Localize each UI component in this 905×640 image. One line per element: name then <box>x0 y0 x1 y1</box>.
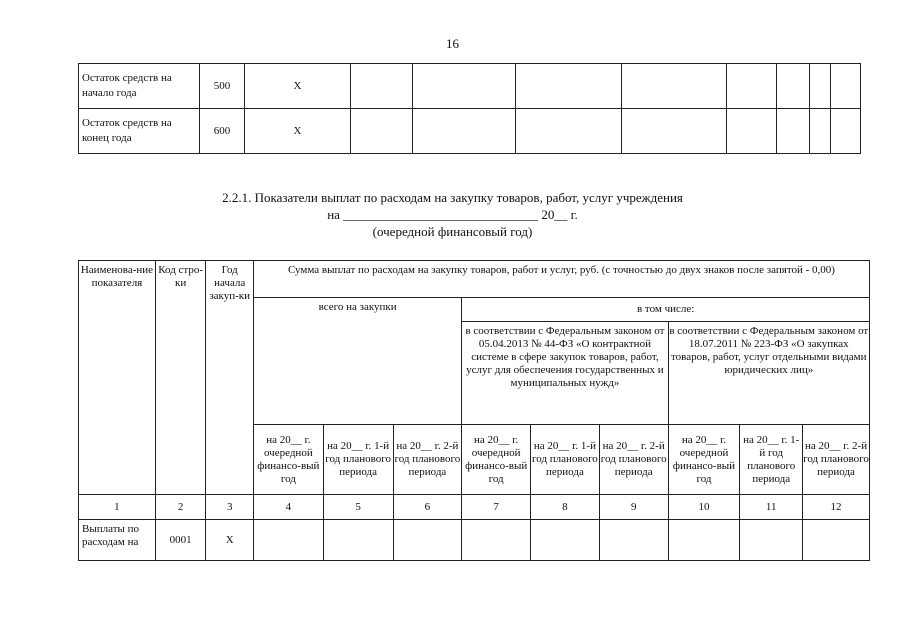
column-number: 4 <box>253 495 323 520</box>
row-label: Остаток средств на начало года <box>79 64 200 109</box>
column-number: 2 <box>155 495 206 520</box>
column-number: 9 <box>599 495 668 520</box>
column-number: 11 <box>740 495 803 520</box>
section-subtitle: на ______________________________ 20__ г. <box>327 207 578 222</box>
header-year-1: на 20__ г. 1-й год планового периода <box>740 425 803 495</box>
header-year-2: на 20__ г. 2-й год планового периода <box>393 425 462 495</box>
header-44fz: в соответствии с Федеральным законом от 05.04.2013 № 44-ФЗ «О контрактной системе в сфере закупок товаров, работ, услуг для обеспечения государственных и муниципальных нужд» <box>462 322 668 425</box>
row-label: Выплаты по расходам на <box>79 520 156 561</box>
row-code: 0001 <box>155 520 206 561</box>
header-year-1: на 20__ г. 1-й год планового периода <box>531 425 600 495</box>
header-including: в том числе: <box>462 298 870 322</box>
row-code: 600 <box>200 109 245 154</box>
table-row <box>79 109 861 154</box>
column-number: 12 <box>803 495 870 520</box>
row-mark: X <box>245 64 351 109</box>
header-year-0: на 20__ г. очередной финансо-вый год <box>462 425 531 495</box>
header-year-2: на 20__ г. 2-й год планового периода <box>599 425 668 495</box>
row-label: Остаток средств на конец года <box>79 109 200 154</box>
column-number: 5 <box>323 495 393 520</box>
payments-table <box>78 260 870 561</box>
column-number: 10 <box>668 495 740 520</box>
row-code: 500 <box>200 64 245 109</box>
row-mark: X <box>206 520 254 561</box>
column-number: 1 <box>79 495 156 520</box>
header-code: Код стро-ки <box>155 261 206 495</box>
table-row <box>79 520 870 561</box>
row-mark: X <box>245 109 351 154</box>
header-year-1: на 20__ г. 1-й год планового периода <box>323 425 393 495</box>
table-row <box>79 64 861 109</box>
header-year: Год начала закуп-ки <box>206 261 254 495</box>
page-number: 16 <box>446 36 459 51</box>
header-year-0: на 20__ г. очередной финансо-вый год <box>668 425 740 495</box>
column-number: 7 <box>462 495 531 520</box>
column-number: 3 <box>206 495 254 520</box>
header-223fz: в соответствии с Федеральным законом от 18.07.2011 № 223-ФЗ «О закупках товаров, работ, услуг отдельными видами юридических лиц» <box>668 322 869 425</box>
balance-table <box>78 63 861 154</box>
header-year-2: на 20__ г. 2-й год планового периода <box>803 425 870 495</box>
header-year-0: на 20__ г. очередной финансо-вый год <box>253 425 323 495</box>
section-caption: (очередной финансовый год) <box>372 224 533 239</box>
column-number: 6 <box>393 495 462 520</box>
section-title: 2.2.1. Показатели выплат по расходам на закупку товаров, работ, услуг учреждения <box>222 190 683 205</box>
header-sum: Сумма выплат по расходам на закупку товаров, работ и услуг, руб. (с точностью до двух знаков после запятой - 0,00) <box>253 261 869 298</box>
column-number: 8 <box>531 495 600 520</box>
header-name: Наименова-ние показателя <box>79 261 156 495</box>
column-number-row <box>79 495 870 520</box>
header-total: всего на закупки <box>253 298 461 425</box>
